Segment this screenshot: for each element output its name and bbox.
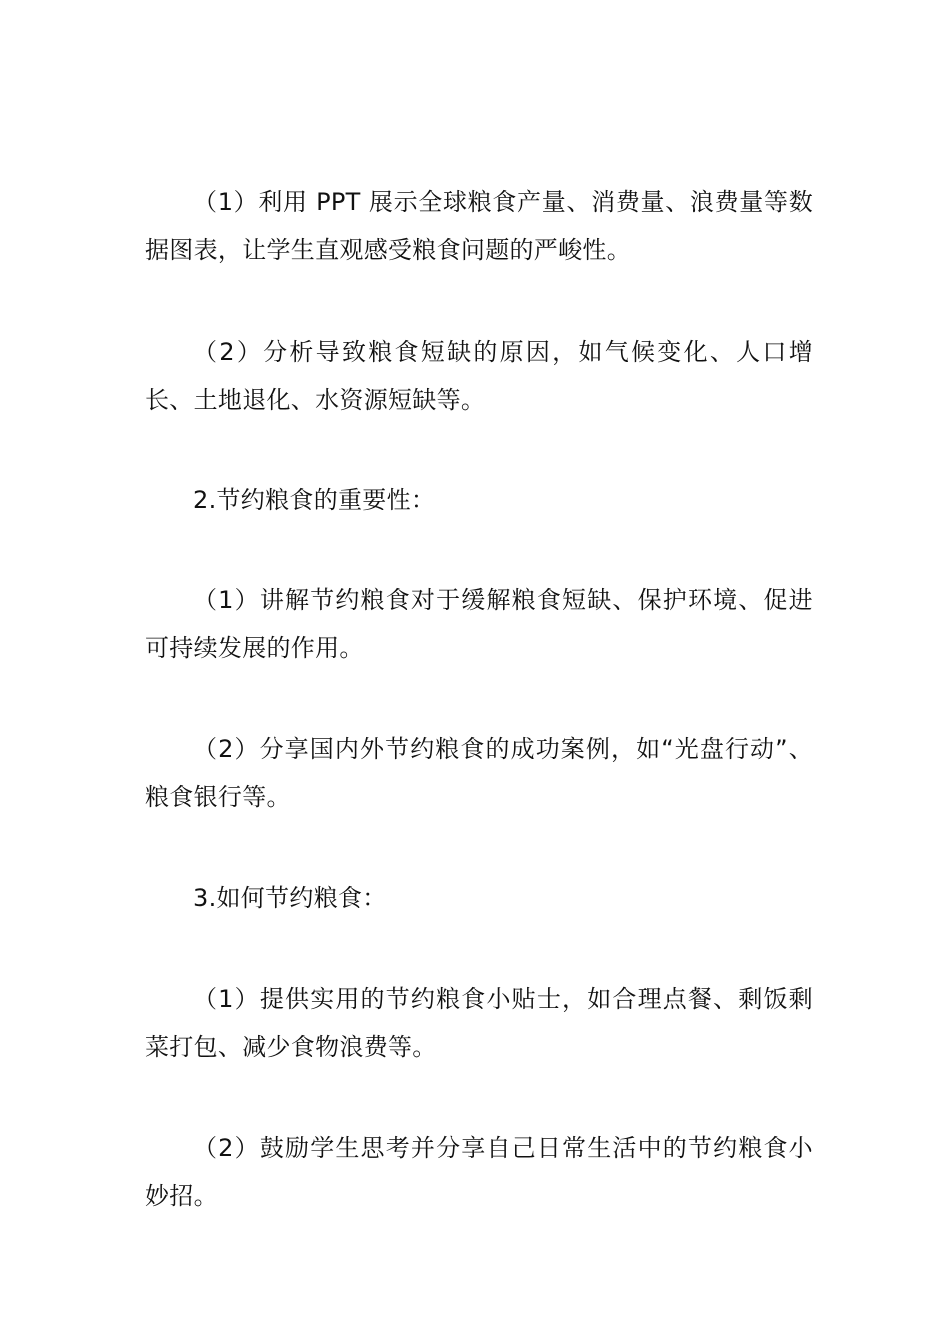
section-heading-importance: 2.节约粮食的重要性： [193, 486, 436, 514]
paragraph-success-cases: （2）分享国内外节约粮食的成功案例，如“光盘行动”、粮食银行等。 [145, 735, 813, 811]
paragraph-tips: （1）提供实用的节约粮食小贴士，如合理点餐、剩饭剩菜打包、减少食物浪费等。 [145, 985, 813, 1061]
section-heading-how-to-save: 3.如何节约粮食： [193, 884, 387, 912]
paragraph-data-charts: （1）利用 PPT 展示全球粮食产量、消费量、浪费量等数据图表，让学生直观感受粮食问题的严峻性。 [145, 188, 813, 264]
paragraph-importance-explain: （1）讲解节约粮食对于缓解粮食短缺、保护环境、促进可持续发展的作用。 [145, 586, 813, 662]
paragraph-shortage-causes: （2）分析导致粮食短缺的原因，如气候变化、人口增长、土地退化、水资源短缺等。 [145, 338, 813, 414]
paragraph-student-sharing: （2）鼓励学生思考并分享自己日常生活中的节约粮食小妙招。 [145, 1134, 813, 1210]
